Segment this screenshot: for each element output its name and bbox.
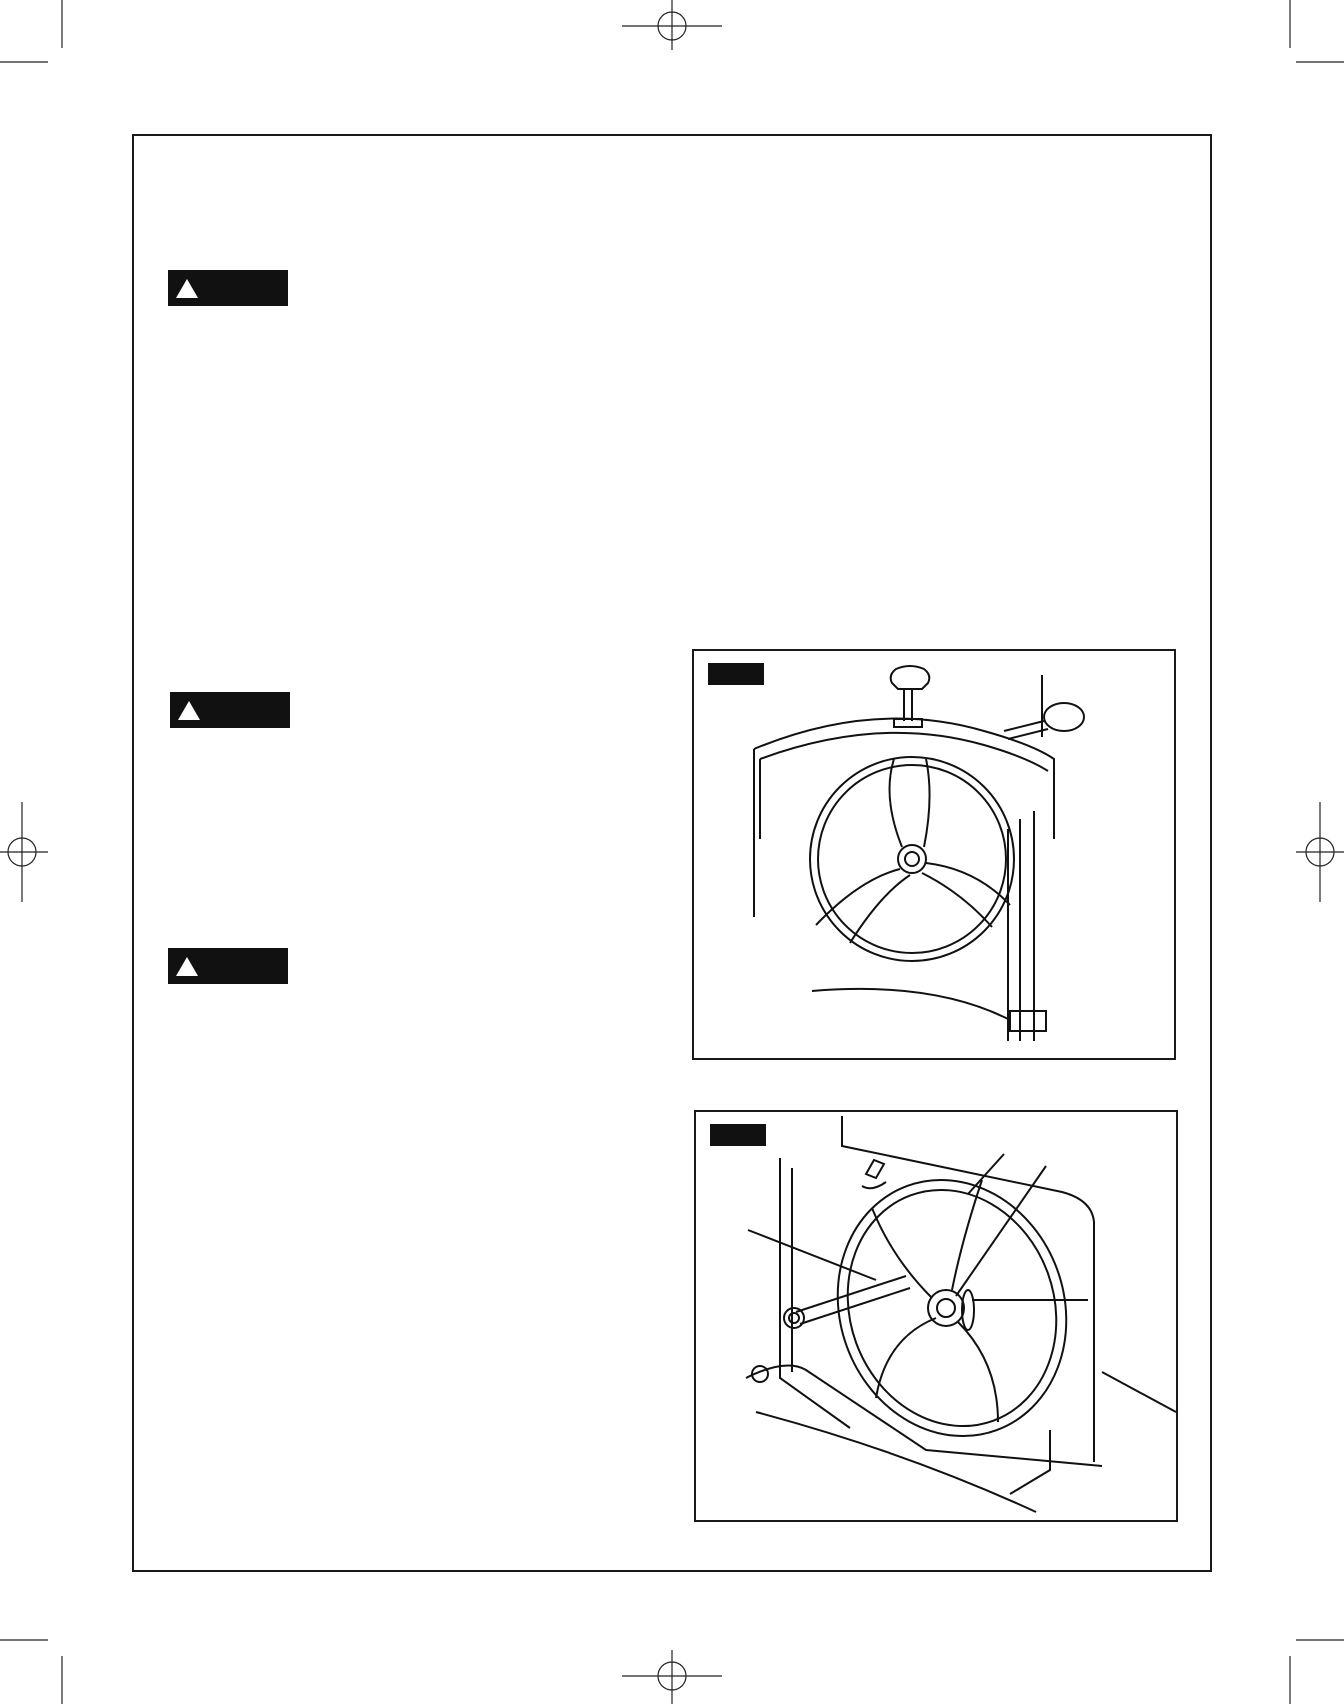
lower-wheel-illustration [696,1112,1180,1524]
figure-lower-wheel [694,1110,1178,1522]
upper-wheel-illustration [694,651,1178,1062]
warning-label-3 [168,948,288,984]
warning-triangle-icon [178,701,200,720]
warning-triangle-icon [176,279,198,298]
warning-triangle-icon [176,957,198,976]
warning-label-2 [170,692,290,728]
figure-upper-wheel [692,649,1176,1060]
warning-label-1 [168,270,288,306]
